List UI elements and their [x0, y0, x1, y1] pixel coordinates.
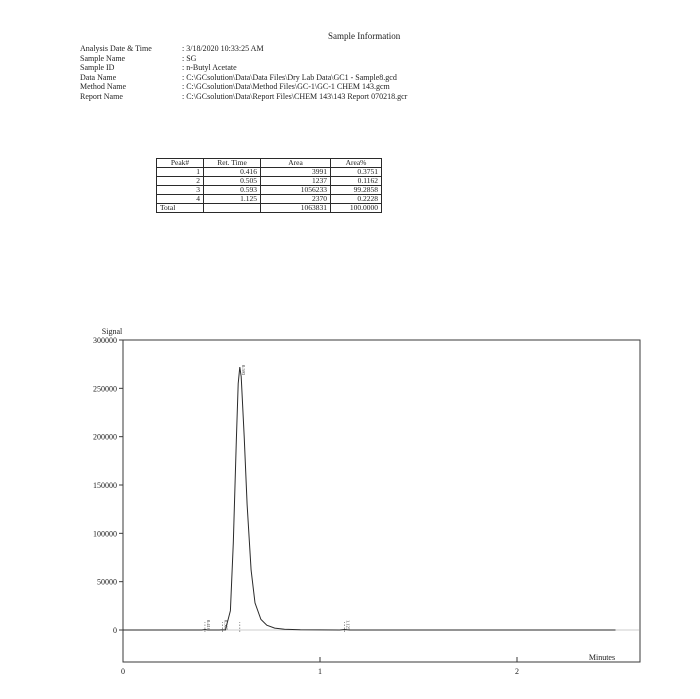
- info-value: : C:\GCsolution\Data\Report Files\CHEM 143\143 Report 070218.gcr: [182, 91, 408, 101]
- info-value: : C:\GCsolution\Data\Data Files\Dry Lab Data\GC1 - Sample8.gcd: [182, 72, 397, 82]
- y-tick-label: 0: [113, 626, 117, 635]
- col-header-area: Area: [261, 159, 331, 168]
- cell-area-pct: 0.1162: [331, 177, 382, 186]
- cell-total-label: Total: [157, 204, 204, 213]
- info-value: : 3/18/2020 10:33:25 AM: [182, 44, 264, 53]
- table-row: [157, 195, 382, 204]
- info-label: Sample Name: [80, 53, 126, 63]
- y-tick-label: 50000: [97, 577, 117, 587]
- cell-ret-time: 0.593: [204, 186, 261, 195]
- info-row-method-name: [80, 82, 407, 92]
- info-label: Analysis Date & Time: [80, 44, 152, 53]
- peak-table: [156, 158, 382, 213]
- cell-total-area-pct: 100.0000: [331, 204, 382, 213]
- table-row: [157, 168, 382, 177]
- y-tick-label: 150000: [93, 481, 117, 490]
- table-row: [157, 186, 382, 195]
- cell-peak: 2: [157, 177, 204, 186]
- peak-label: 0.505: [223, 620, 229, 631]
- info-value: : n-Butyl Acetate: [182, 63, 237, 73]
- col-header-peak: Peak#: [157, 159, 204, 168]
- cell-ret-time: 0.416: [204, 168, 261, 177]
- x-tick-label: 0: [121, 667, 125, 676]
- info-row-data-name: [80, 73, 407, 83]
- cell-peak: 1: [157, 168, 204, 177]
- report-title: Sample Information: [328, 31, 401, 41]
- x-tick-label: 1: [318, 667, 322, 676]
- info-row-sample-name: [80, 54, 407, 64]
- cell-total-area: 1063831: [261, 204, 331, 213]
- info-row-report-name: [80, 92, 407, 102]
- cell-area-pct: 0.2228: [331, 195, 382, 204]
- x-axis-label: Minutes: [588, 653, 616, 662]
- info-value: : SG: [182, 53, 197, 63]
- info-value: : C:\GCsolution\Data\Method Files\GC-1\GC-1 CHEM 143.gcm: [182, 82, 390, 92]
- cell-area: 1237: [261, 177, 331, 186]
- cell-ret-time: 1.125: [204, 195, 261, 204]
- sample-info-block: [80, 44, 407, 102]
- cell-empty: [204, 204, 261, 213]
- chromatogram-chart: [0, 320, 700, 699]
- signal-trace: [123, 367, 616, 630]
- col-header-ret-time: Ret. Time: [204, 159, 261, 168]
- y-tick-label: 250000: [93, 384, 117, 394]
- info-label: Sample ID: [80, 63, 115, 73]
- cell-peak: 4: [157, 195, 204, 204]
- peak-label: 1.125: [345, 620, 351, 631]
- info-row-sample-id: [80, 63, 407, 73]
- x-tick-label: 2: [515, 667, 519, 676]
- cell-area-pct: 0.3751: [331, 168, 382, 177]
- cell-peak: 3: [157, 186, 204, 195]
- peak-table-header: [157, 159, 382, 168]
- cell-area: 3991: [261, 168, 331, 177]
- cell-ret-time: 0.505: [204, 177, 261, 186]
- peak-label: 0.416: [205, 620, 211, 631]
- table-row: [157, 177, 382, 186]
- table-total-row: [157, 204, 382, 213]
- cell-area-pct: 99.2858: [331, 186, 382, 195]
- plot-frame: [123, 340, 640, 662]
- info-label: Method Name: [80, 82, 126, 92]
- cell-area: 2370: [261, 195, 331, 204]
- info-label: Data Name: [80, 72, 117, 82]
- y-tick-label: 100000: [93, 529, 117, 539]
- col-header-area-pct: Area%: [331, 159, 382, 168]
- y-tick-label: 300000: [93, 336, 117, 345]
- info-row-analysis-date: [80, 44, 407, 54]
- peak-label: 0.593: [240, 365, 246, 376]
- y-axis-label: Signal: [101, 327, 123, 336]
- info-label: Report Name: [80, 91, 123, 101]
- y-tick-label: 200000: [93, 432, 117, 442]
- cell-area: 1056233: [261, 186, 331, 195]
